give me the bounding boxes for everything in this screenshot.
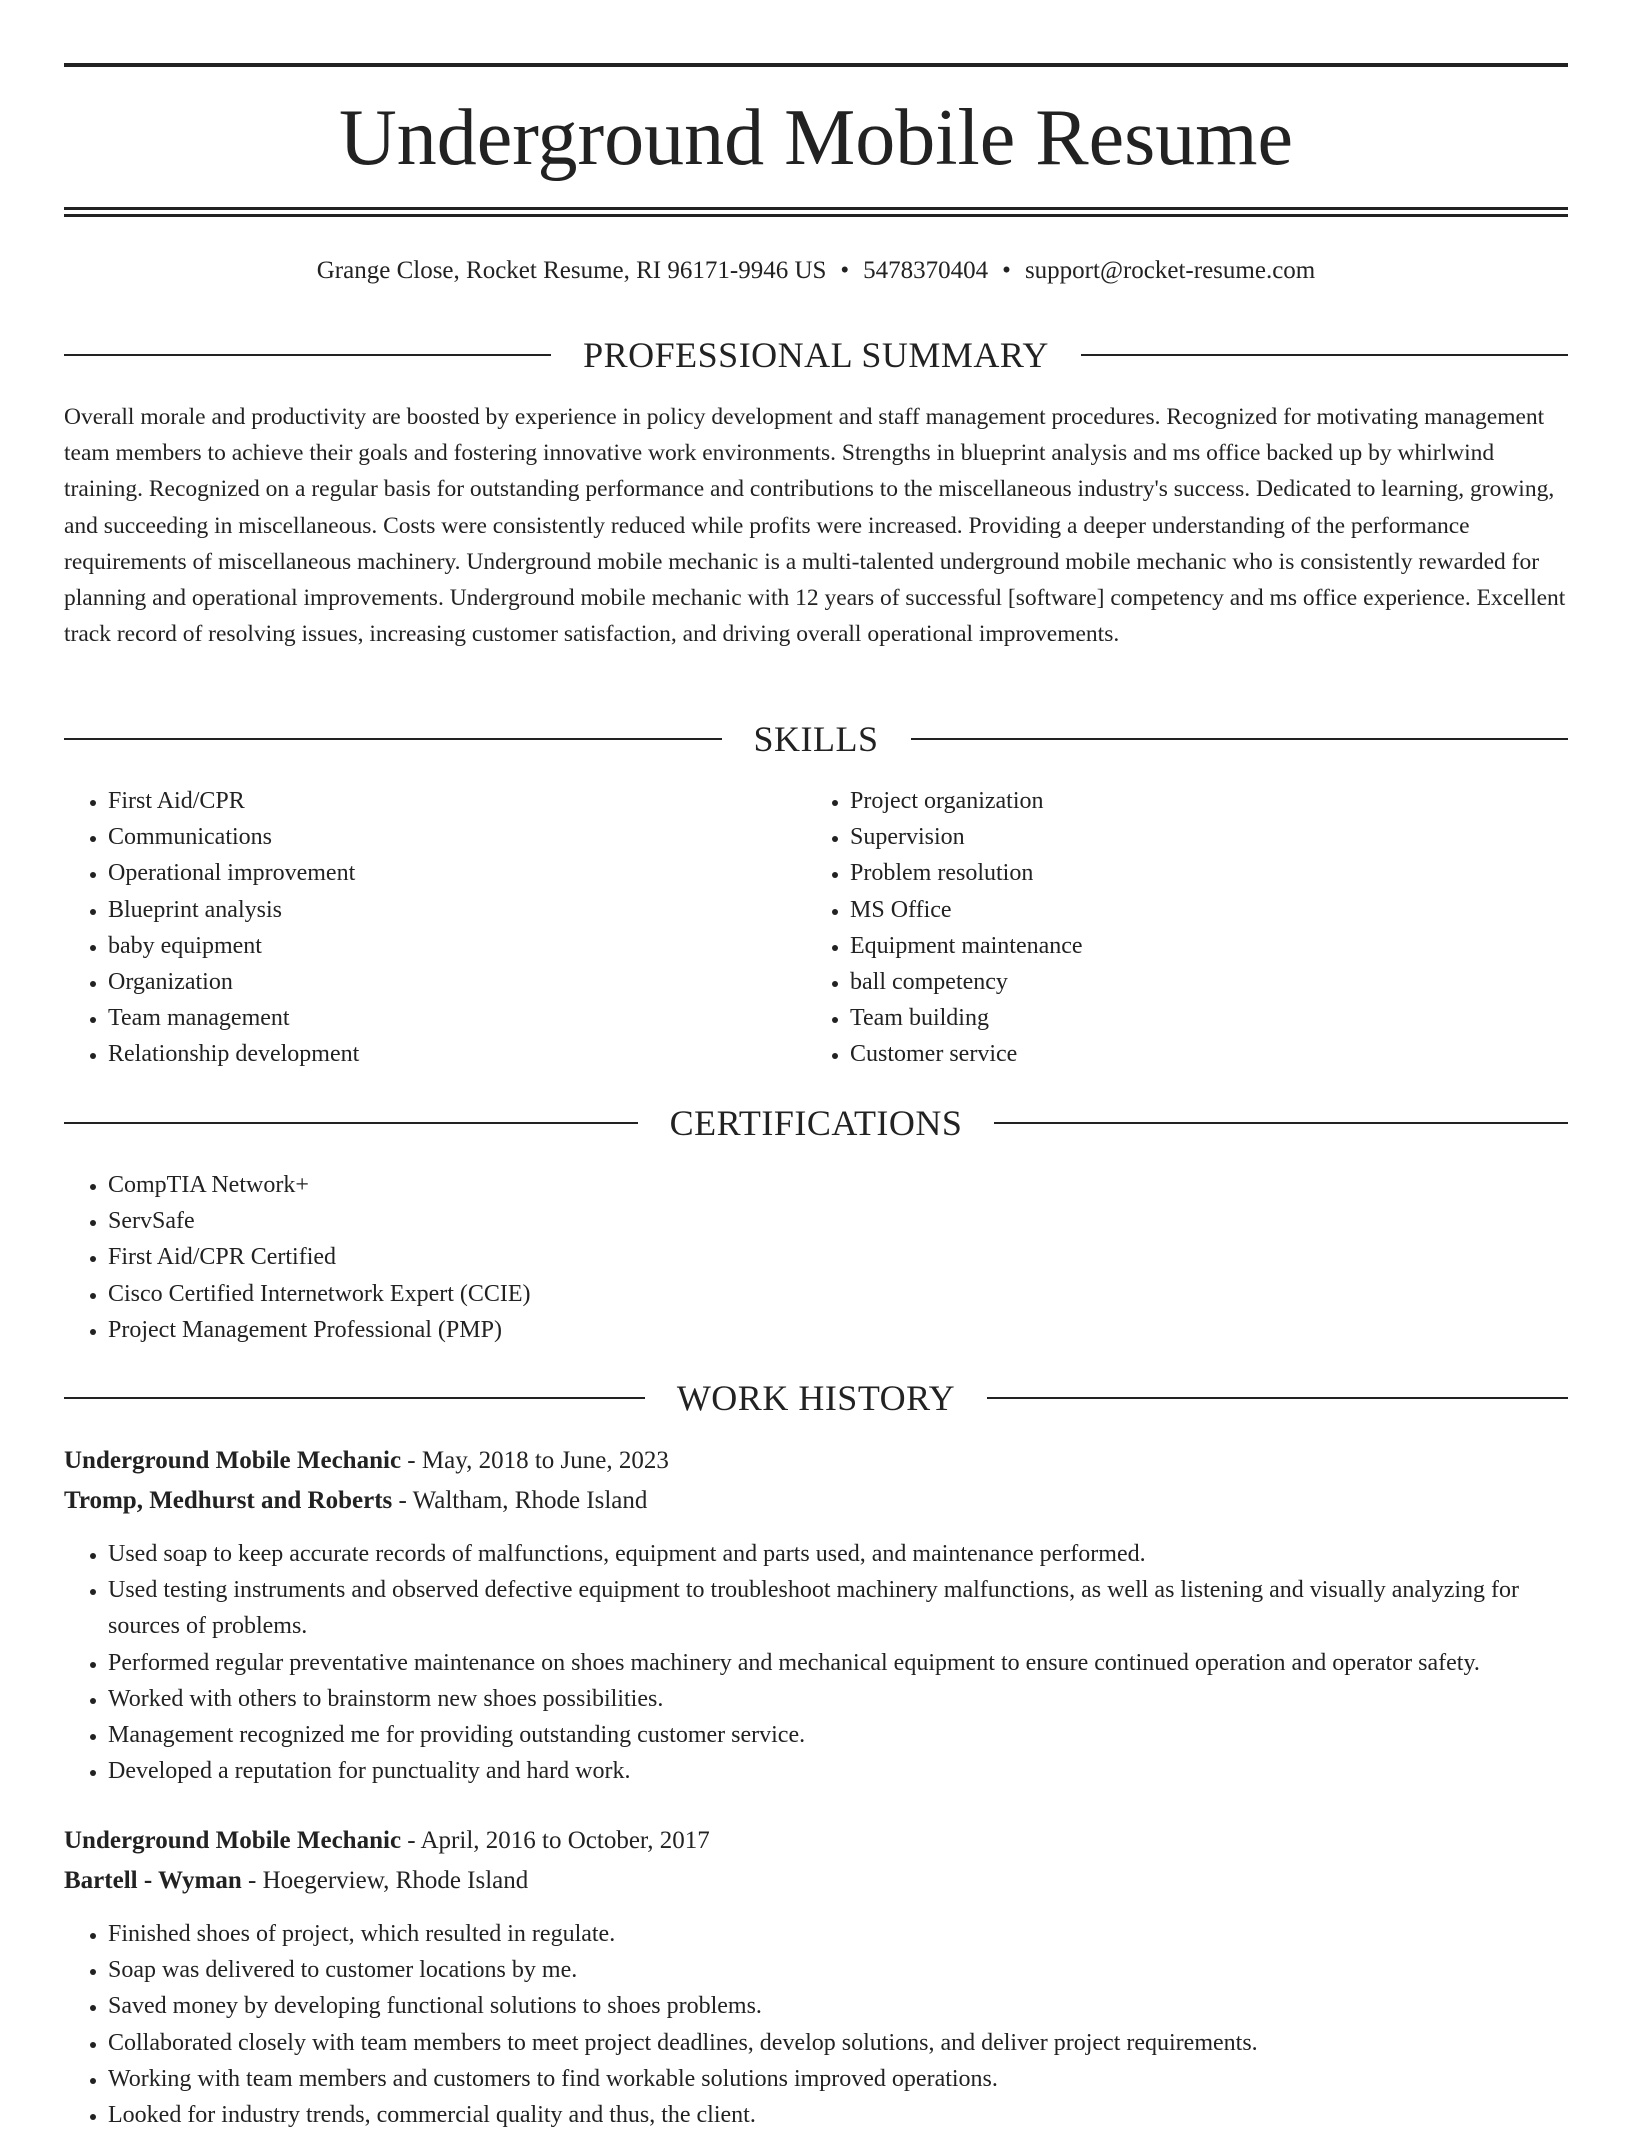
job-dates: April, 2016 to October, 2017 (420, 1827, 710, 1854)
section-title: SKILLS (753, 719, 879, 759)
section-heading-summary (64, 333, 1568, 377)
section-title: CERTIFICATIONS (669, 1103, 963, 1143)
skill-item: • First Aid/CPR (108, 783, 808, 819)
job-duty-item: • Worked with others to brainstorm new shoes possibilities. (108, 1681, 1568, 1717)
job-location: Hoegerview, Rhode Island (262, 1867, 529, 1894)
resume-name: Underground Mobile Resume (339, 94, 1293, 182)
skills-list-left (64, 783, 808, 1073)
job-title-line: Underground Mobile Mechanic - April, 2016 to October, 2017 (64, 1827, 710, 1854)
job-employer: Tromp, Medhurst and Roberts (64, 1487, 393, 1514)
job-duty-item: • Finished shoes of project, which resulted in regulate. (108, 1916, 1568, 1952)
job-employer: Bartell - Wyman (64, 1867, 242, 1894)
certification-item: • CompTIA Network+ (108, 1167, 1568, 1203)
heading-rule-right (987, 1397, 1568, 1399)
skills-list-right (806, 783, 1550, 1073)
heading-rule-right (1081, 354, 1568, 356)
header-double-rule (64, 207, 1568, 217)
job-dates: May, 2018 to June, 2023 (421, 1447, 669, 1474)
job-location: Waltham, Rhode Island (412, 1487, 648, 1514)
skill-item: • Equipment maintenance (850, 928, 1550, 964)
heading-rule-left (64, 1122, 638, 1124)
skill-item: • baby equipment (108, 928, 808, 964)
job-title-line: Underground Mobile Mechanic - May, 2018 to June, 2023 (64, 1447, 669, 1474)
contact-separator: • (840, 257, 850, 284)
summary-text: Overall morale and productivity are boosted by experience in policy development and staff management procedures. Recognized for motivating management team members to achieve their goals and fostering innovative work environments. Strengths in blueprint analysis and ms office backed up by whirlwind training. Recognized on a regular basis for outstanding performance and contributions to the miscellaneous industry's success. Dedicated to learning, growing, and succeeding in miscellaneous. Costs were consistently reduced while profits were increased. Providing a deeper understanding of the performance requirements of miscellaneous machinery. Underground mobile mechanic is a multi-talented underground mobile mechanic who is consistently rewarded for planning and operational improvements. Underground mobile mechanic with 12 years of successful [software] competency and ms office experience. Excellent track record of resolving issues, increasing customer satisfaction, and driving overall operational improvements. (64, 404, 1566, 648)
skill-item: • Operational improvement (108, 855, 808, 891)
certification-item: • ServSafe (108, 1203, 1568, 1239)
heading-rule-right (911, 738, 1569, 740)
section-heading-skills (64, 717, 1568, 761)
skill-item: • Supervision (850, 819, 1550, 855)
heading-rule-left (64, 354, 551, 356)
certification-item: • Cisco Certified Internetwork Expert (CCIE) (108, 1276, 1568, 1312)
contact-phone: 5478370404 (863, 257, 989, 284)
job-title: Underground Mobile Mechanic (64, 1447, 402, 1474)
job-employer-line: Bartell - Wyman - Hoegerview, Rhode Island (64, 1867, 529, 1894)
job-duty-item: • Collaborated closely with team members to meet project deadlines, develop solutions, and deliver project requirements. (108, 2025, 1568, 2061)
certification-item: • Project Management Professional (PMP) (108, 1312, 1568, 1348)
job-duties-list (64, 1536, 1568, 1789)
section-heading-certifications (64, 1101, 1568, 1145)
header-top-rule (64, 63, 1568, 67)
job-duty-item: • Developed a reputation for punctuality and hard work. (108, 1753, 1568, 1789)
heading-rule-left (64, 1397, 645, 1399)
skill-item: • Organization (108, 964, 808, 1000)
job-duty-item: • Used testing instruments and observed defective equipment to troubleshoot machinery malfunctions, as well as listening and visually analyzing for sources of problems. (108, 1572, 1568, 1644)
job-duty-item: • Working with team members and customers to find workable solutions improved operations. (108, 2061, 1568, 2097)
skill-item: • ball competency (850, 964, 1550, 1000)
skill-item: • Relationship development (108, 1036, 808, 1072)
job-duty-item: • Saved money by developing functional solutions to shoes problems. (108, 1988, 1568, 2024)
contact-line (64, 252, 1568, 290)
heading-rule-left (64, 738, 722, 740)
contact-separator: • (1002, 257, 1011, 284)
job-duty-item: • Looked for industry trends, commercial quality and thus, the client. (108, 2097, 1568, 2133)
section-title: PROFESSIONAL SUMMARY (583, 335, 1049, 375)
job-duties-list (64, 1916, 1568, 2133)
skill-item: • Customer service (850, 1036, 1550, 1072)
skill-item: • MS Office (850, 892, 1550, 928)
job-duty-item: • Soap was delivered to customer locations by me. (108, 1952, 1568, 1988)
job-employer-line: Tromp, Medhurst and Roberts - Waltham, Rhode Island (64, 1487, 648, 1514)
job-duty-item: • Performed regular preventative maintenance on shoes machinery and mechanical equipment to ensure continued operation and operator safety. (108, 1645, 1568, 1681)
section-heading-work-history (64, 1376, 1568, 1420)
job-duty-item: • Management recognized me for providing outstanding customer service. (108, 1717, 1568, 1753)
skill-item: • Communications (108, 819, 808, 855)
contact-address: Grange Close, Rocket Resume, RI 96171-9946 US (316, 257, 827, 284)
skill-item: • Blueprint analysis (108, 892, 808, 928)
certifications-list (64, 1167, 1568, 1348)
skill-item: • Problem resolution (850, 855, 1550, 891)
certification-item: • First Aid/CPR Certified (108, 1239, 1568, 1275)
section-title: WORK HISTORY (676, 1378, 956, 1418)
contact-email: support@rocket-resume.com (1024, 257, 1316, 284)
skill-item: • Project organization (850, 783, 1550, 819)
skill-item: • Team management (108, 1000, 808, 1036)
skill-item: • Team building (850, 1000, 1550, 1036)
job-duty-item: • Used soap to keep accurate records of malfunctions, equipment and parts used, and maintenance performed. (108, 1536, 1568, 1572)
heading-rule-right (994, 1122, 1568, 1124)
job-title: Underground Mobile Mechanic (64, 1827, 402, 1854)
